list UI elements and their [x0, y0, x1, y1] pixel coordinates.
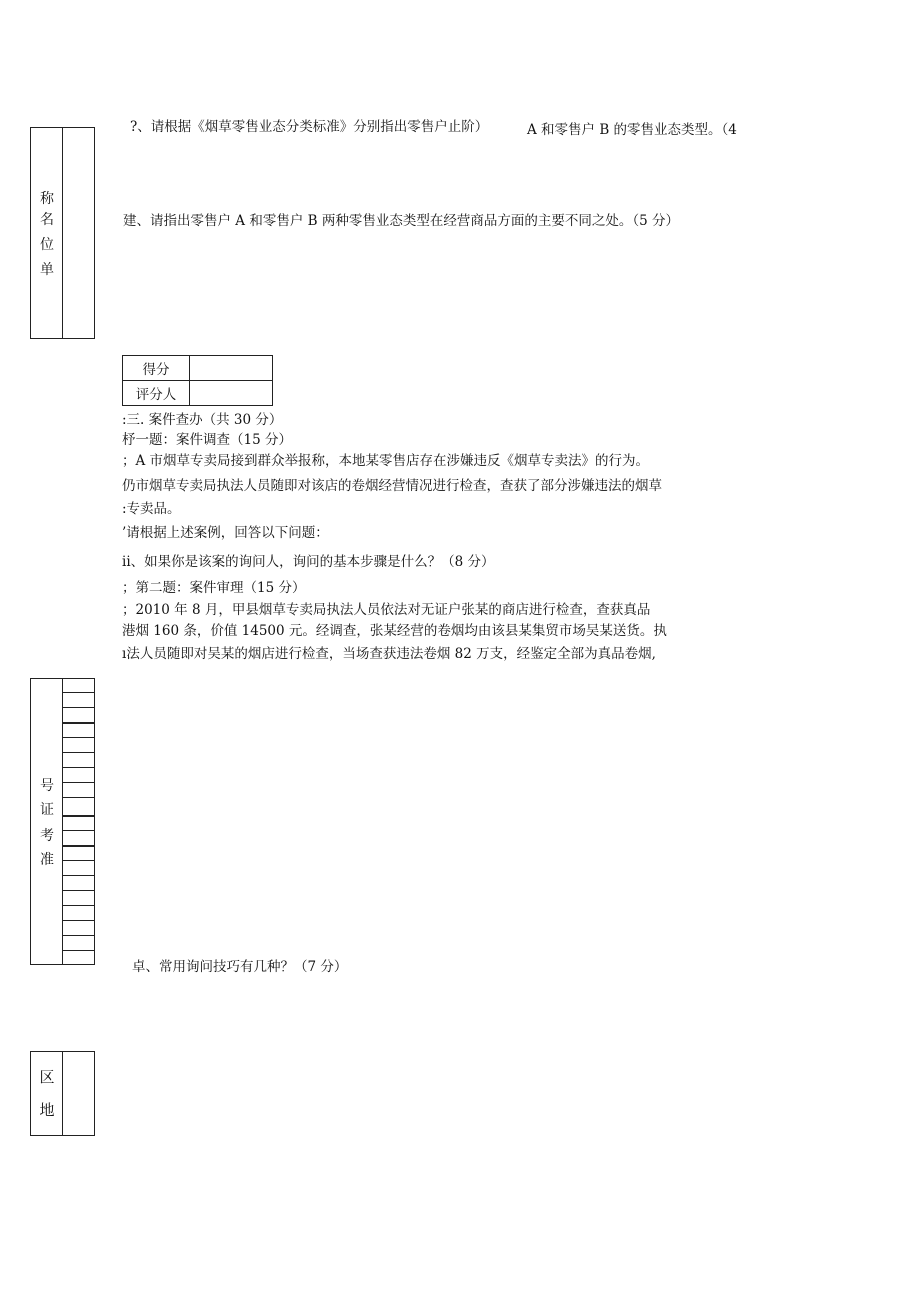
box-divider — [62, 1052, 63, 1135]
question-2-title: ；第二题：案件审理（15 分） — [122, 580, 306, 596]
section-heading: :三. 案件查办（共 30 分） — [122, 412, 283, 428]
question-3: 建、请指出零售户 A 和零售户 B 两种零售业态类型在经营商品方面的主要不同之处。（5 分） — [123, 213, 679, 229]
unit-name-box — [30, 127, 95, 339]
region-char: 区 — [39, 1068, 55, 1086]
question-2-part1: ?、请根据《烟草零售业态分类标准》分别指出零售户止阶） — [130, 119, 489, 135]
exam-id-char: 号 — [40, 778, 54, 794]
unit-name-char: 称 — [40, 191, 54, 207]
box-divider — [62, 128, 63, 338]
case-1-paragraph: :专卖品。 — [122, 501, 181, 517]
case-2-paragraph: ；2010 年 8 月，甲县烟草专卖局执法人员依法对无证户张某的商店进行检查，查获真品 — [122, 602, 651, 618]
case-1-prompt: ’请根据上述案例，回答以下问题： — [122, 525, 329, 541]
exam-id-digit-cells — [62, 678, 94, 964]
case-1-paragraph: ；A 市烟草专卖局接到群众举报称，本地某零售店存在涉嫌违反《烟草专卖法》的行为。 — [122, 453, 650, 469]
case-1-subquestion-1: ii、如果你是该案的询问人，询问的基本步骤是什么？（8 分） — [122, 554, 495, 570]
score-table — [122, 355, 273, 406]
case-2-paragraph: 港烟 160 条，价值 14500 元。经调查，张某经营的卷烟均由该县某集贸市场吴某送货。执 — [122, 623, 667, 639]
case-1-paragraph: 仍市烟草专卖局执法人员随即对该店的卷烟经营情况进行检查，查获了部分涉嫌违法的烟草 — [122, 478, 662, 494]
exam-id-char: 证 — [40, 802, 54, 818]
score-label: 得分 — [123, 356, 190, 381]
exam-id-char: 准 — [40, 852, 54, 868]
unit-name-char: 名 — [40, 212, 54, 228]
region-box — [30, 1051, 95, 1136]
question-1-title: 杼一题：案件调查（15 分） — [122, 432, 292, 448]
unit-name-char: 位 — [40, 237, 54, 253]
grader-label: 评分人 — [123, 381, 190, 406]
score-value-cell[interactable] — [190, 356, 273, 381]
case-2-paragraph: ı法人员随即对吴某的烟店进行检查，当场查获违法卷烟 82 万支，经鉴定全部为真品卷烟, — [122, 646, 656, 662]
case-1-subquestion-2: 卓、常用询问技巧有几种？（7 分） — [132, 959, 348, 975]
unit-name-char: 单 — [40, 262, 54, 278]
region-char: 地 — [39, 1101, 55, 1119]
question-2-part2: A 和零售户 B 的零售业态类型。（4 — [527, 122, 737, 138]
grader-value-cell[interactable] — [190, 381, 273, 406]
exam-id-char: 考 — [40, 828, 54, 844]
